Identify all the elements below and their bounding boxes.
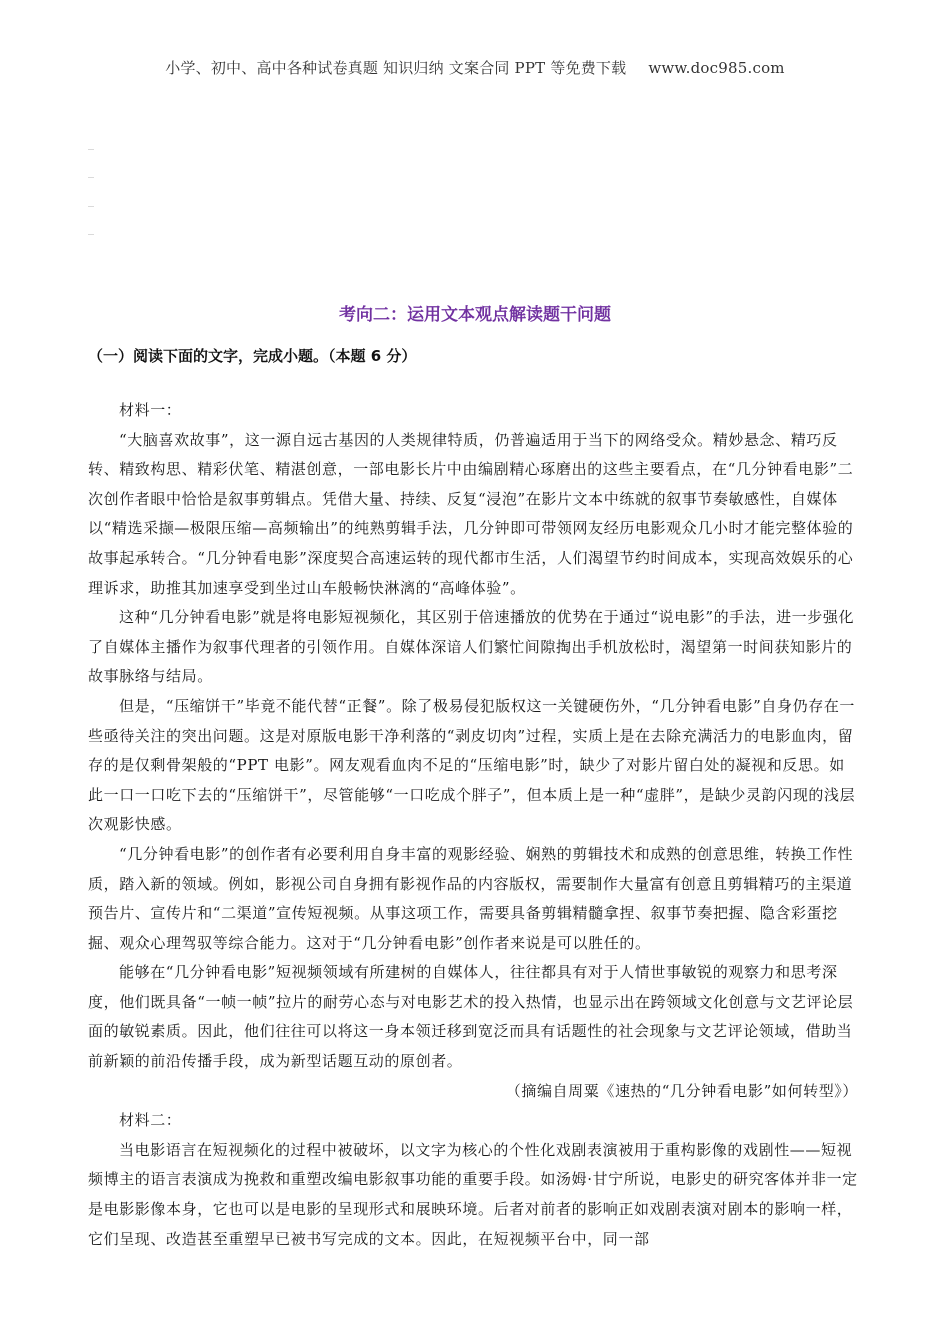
reading-material <box>88 396 858 1254</box>
material2-label: 材料二： <box>119 1111 182 1130</box>
material1-label: 材料一： <box>119 401 182 419</box>
material1-source: （摘编自周粟《速热的“几分钟看电影”如何转型》） <box>505 1081 858 1100</box>
material1-paragraph: 这种“几分钟看电影”就是将电影短视频化，其区别于倍速播放的优势在于通过“说电影”的手法，进一步强化了自媒体主播作为叙事代理者的引领作用。自媒体深谙人们繁忙间隙掏出手机放松时，渴望第一时间获知影片的故事脉络与结局。 <box>88 608 855 686</box>
material1-paragraph: 但是，“压缩饼干”毕竟不能代替“正餐”。除了极易侵犯版权这一关键硬伤外，“几分钟看电影”自身仍存在一些亟待关注的突出问题。这是对原版电影干净利落的“剥皮切肉”过程，实质上是在去除充满活力的电影血肉，留存的是仅剩骨架般的“PPT 电影”。网友观看血肉不足的“压缩电影”时，缺少了对影片留白处的凝视和反思。如此一口一口吃下去的“压缩饼干”，尽管能够“一口吃成个胖子”，但本质上是一种“虚胖”，是缺少灵韵闪现的浅层次观影快感。 <box>88 696 856 834</box>
section-title: 考向二：运用文本观点解读题干问题 <box>339 305 611 325</box>
page-header <box>0 57 950 78</box>
material1-paragraph: 能够在“几分钟看电影”短视频领域有所建树的自媒体人，往往都具有对于人情世事敏锐的观察力和思考深度，他们既具备“一帧一帧”拉片的耐劳心态与对电影艺术的投入热情，也显示出在跨领域文化创意与文艺评论层面的敏锐素质。因此，他们往往可以将这一身本领迁移到宽泛而具有话题性的社会现象与文艺评论领域，借助当前新颖的前沿传播手段，成为新型话题互动的原创者。 <box>88 963 854 1071</box>
dot-marker: … <box>88 230 94 237</box>
header-text: 小学、初中、高中各种试卷真题 知识归纳 文案合同 PPT 等免费下载 <box>165 59 627 77</box>
question-header: （一）阅读下面的文字，完成小题。（本题 6 分） <box>88 347 417 365</box>
material2-paragraph: 当电影语言在短视频化的过程中被破坏，以文字为核心的个性化戏剧表演被用于重构影像的戏剧性——短视频博主的语言表演成为挽救和重塑改编电影叙事功能的重要手段。如汤姆·甘宁所说，电影史的研究客体并非一定是电影影像本身，它也可以是电影的呈现形式和展映环境。后者对前者的影响正如戏剧表演对剧本的影响一样，它们呈现、改造甚至重塑早已被书写完成的文本。因此，在短视频平台中，同一部 <box>88 1140 858 1248</box>
dot-marker: … <box>88 173 94 180</box>
dot-marker: … <box>88 202 94 209</box>
header-site-link[interactable]: www.doc985.com <box>648 59 785 77</box>
material1-paragraph: “几分钟看电影”的创作者有必要利用自身丰富的观影经验、娴熟的剪辑技术和成熟的创意思维，转换工作性质，踏入新的领域。例如，影视公司自身拥有影视作品的内容版权，需要制作大量富有创意且剪辑精巧的主渠道预告片、宣传片和“二渠道”宣传短视频。从事这项工作，需要具备剪辑精髓拿捏、叙事节奏把握、隐含彩蛋挖掘、观众心理驾驭等综合能力。这对于“几分钟看电影”创作者来说是可以胜任的。 <box>88 844 854 952</box>
material1-paragraph: “大脑喜欢故事”，这一源自远古基因的人类规律特质，仍普遍适用于当下的网络受众。精妙悬念、精巧反转、精致构思、精彩伏笔、精湛创意，一部电影长片中由编剧精心琢磨出的这些主要看点，在“几分钟看电影”二次创作者眼中恰恰是叙事剪辑点。凭借大量、持续、反复“浸泡”在影片文本中练就的叙事节奏敏感性，自媒体以“精选采撷—极限压缩—高频输出”的纯熟剪辑手法，几分钟即可带领网友经历电影观众几小时才能完整体验的故事起承转合。“几分钟看电影”深度契合高速运转的现代都市生活，人们渴望节约时间成本，实现高效娱乐的心理诉求，助推其加速享受到坐过山车般畅快淋漓的“高峰体验”。 <box>88 430 854 597</box>
dot-marker: … <box>88 145 94 152</box>
